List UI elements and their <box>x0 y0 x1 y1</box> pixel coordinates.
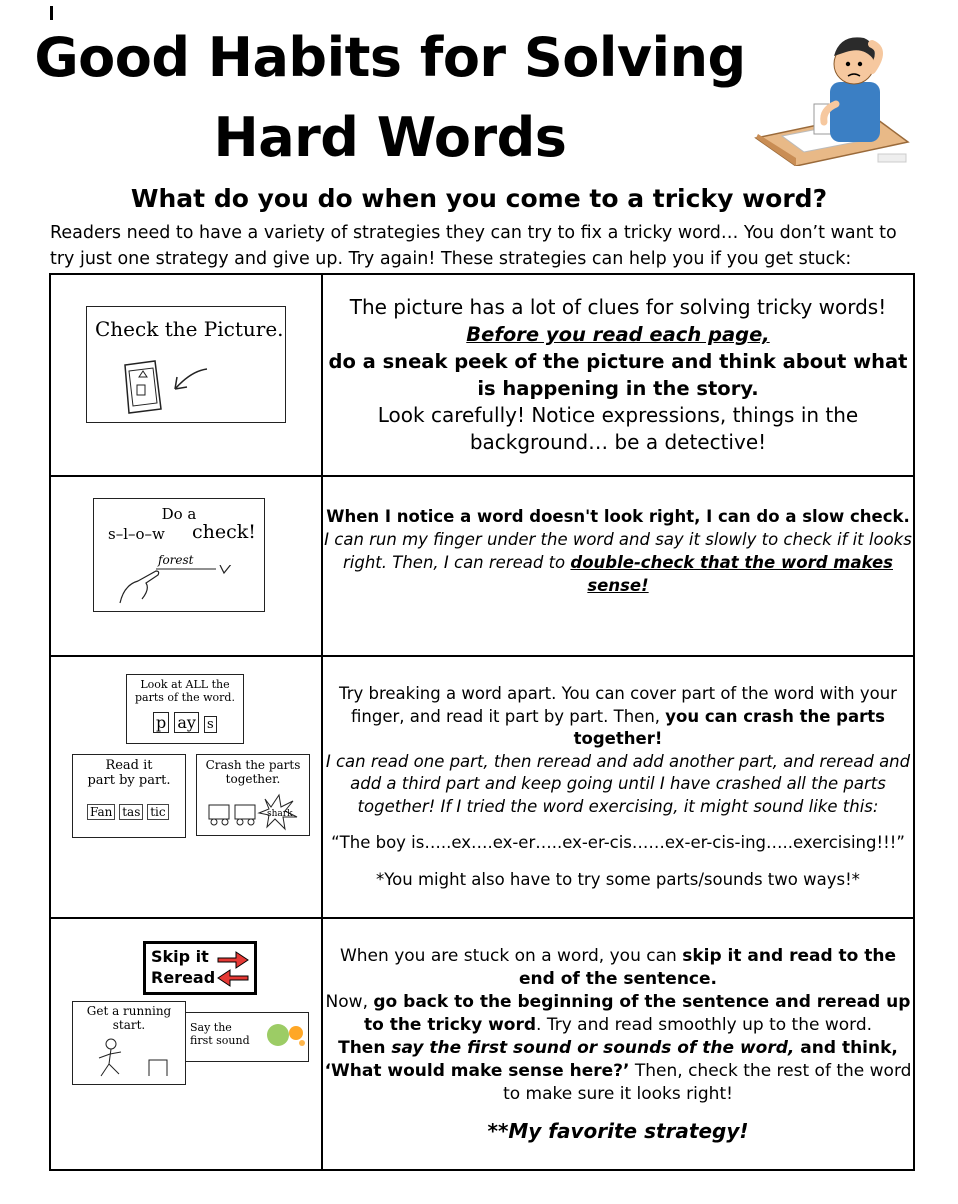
slow-check-italic-text: I can run my finger under the word and say it slowly to check if it looks right. Then, I can reread to <box>324 530 912 572</box>
crash-parts-line2: together. <box>225 772 281 786</box>
favorite-strategy-note: **My favorite strategy! <box>487 1119 749 1143</box>
crash-parts-bold: you can crash the parts together! <box>573 706 885 748</box>
strategy-picture-cell <box>50 918 322 1170</box>
skip-text-2-b: . Try and read smoothly up to the word. <box>536 1015 873 1035</box>
crash-parts-word: shark <box>267 809 293 819</box>
check-picture-underlined <box>323 321 913 348</box>
strategy-row-skip-reread <box>50 918 914 1170</box>
skip-text-3-bold-a: Then <box>338 1038 392 1058</box>
strategy-text-cell <box>322 476 914 656</box>
slow-check-card-line2b: check! <box>192 521 256 543</box>
check-picture-intro: The picture has a lot of clues for solving tricky words! <box>349 295 887 319</box>
word-parts-italic: I can read one part, then reread and add another part, and reread and add a third part and keep going until I have crashed all the parts together! If I tried the word exercising, it might sound like this: <box>325 751 911 816</box>
before-you-read-text: Before you read each page, <box>466 323 770 346</box>
strategy-picture-cell <box>50 476 322 656</box>
page-title-line2: Hard Words <box>213 106 567 169</box>
word-parts-boxes <box>153 713 217 732</box>
strategy-text-cell <box>322 918 914 1170</box>
read-part-line2: part by part. <box>87 773 171 788</box>
skip-text-1-bold: skip it and read to the end of the sentence. <box>519 946 897 989</box>
fantastic-parts <box>87 805 169 819</box>
read-part-by-part-card <box>72 754 186 838</box>
book-with-arrow-icon <box>117 355 217 415</box>
sneak-peek-text: do a sneak peek of the picture and think about what is happening in the story. <box>328 350 908 400</box>
skip-reread-card <box>143 941 257 995</box>
exercising-example: “The boy is…..ex….ex-er…..ex-er-cis……ex-er-cis-ing…..exercising!!!” <box>331 833 905 852</box>
running-stick-figure-icon <box>95 1036 175 1080</box>
intro-paragraph <box>50 220 930 272</box>
crash-parts-line1: Crash the parts <box>205 758 301 772</box>
skip-text-3 <box>323 1037 913 1106</box>
reread-label: Reread <box>151 968 216 987</box>
first-sound-line1: Say the <box>190 1021 232 1034</box>
slow-check-italic <box>323 528 913 597</box>
slow-check-card-line1: Do a <box>161 505 197 523</box>
skip-text-2 <box>323 991 913 1037</box>
fantastic-part-1: Fan <box>87 804 115 820</box>
skip-text-3-bold-b: and think, ‘What would make sense here?’ <box>324 1038 898 1081</box>
skip-text-3-bold-italic: say the first sound or sounds of the word, <box>391 1038 795 1058</box>
slow-check-card <box>93 498 265 612</box>
pointing-finger-icon <box>116 565 236 605</box>
strategy-picture-cell <box>50 274 322 476</box>
slow-check-bold-text: When I notice a word doesn't look right, I can do a slow check. <box>326 507 910 526</box>
running-start-card <box>72 1001 186 1085</box>
crash-parts-card <box>196 754 310 836</box>
strategy-row-check-picture <box>50 274 914 476</box>
look-at-parts-card <box>126 674 244 744</box>
strategies-table <box>49 273 915 1171</box>
skip-text-2-bold: go back to the beginning of the sentence and reread up to the tricky word <box>363 992 911 1035</box>
word-part-p: p <box>153 712 169 733</box>
strategy-row-word-parts <box>50 656 914 918</box>
check-picture-bold <box>323 348 913 402</box>
skip-it-label: Skip it <box>151 947 209 966</box>
first-sound-line2: first sound <box>190 1034 250 1047</box>
running-start-line1: Get a running <box>86 1004 172 1018</box>
running-start-line2: start. <box>112 1018 146 1032</box>
speech-bubbles-icon <box>266 1021 306 1051</box>
word-part-s: s <box>204 716 217 733</box>
check-picture-card-label: Check the Picture. <box>95 317 284 341</box>
text-cursor-mark <box>50 6 53 20</box>
check-picture-card <box>86 306 286 423</box>
worried-boy-illustration <box>752 30 912 166</box>
word-parts-text-a-plain: Try breaking a word apart. You can cover part of the word with your finger, and read it part by part. Then, <box>339 684 897 726</box>
red-arrows-icon <box>216 948 250 988</box>
fantastic-part-3: tic <box>147 804 168 820</box>
strategy-text-cell <box>322 656 914 918</box>
slow-check-bold <box>323 505 913 528</box>
strategy-picture-cell <box>50 656 322 918</box>
double-check-text: double-check that the word makes sense! <box>570 553 893 595</box>
word-parts-text-b <box>323 751 913 819</box>
slow-check-card-line2a: s–l–o–w <box>108 525 165 543</box>
fantastic-part-2: tas <box>119 804 143 820</box>
intro-line1: Readers need to have a variety of strategies they can try to fix a tricky word… You don’t want to <box>50 223 897 243</box>
first-sound-card <box>185 1012 309 1062</box>
two-ways-note: *You might also have to try some parts/sounds two ways!* <box>376 869 860 889</box>
check-picture-detail: Look carefully! Notice expressions, things in the background… be a detective! <box>377 403 859 454</box>
skip-text-1 <box>323 945 913 991</box>
look-at-parts-line2: parts of the word. <box>135 691 235 704</box>
word-part-ay: ay <box>174 712 199 733</box>
strategy-text-cell <box>322 274 914 476</box>
skip-text-3-rest: Then, check the rest of the word to make sure it looks right! <box>503 1061 912 1104</box>
skip-text-2-a: Now, <box>325 992 374 1012</box>
strategy-row-slow-check <box>50 476 914 656</box>
look-at-parts-line1: Look at ALL the <box>140 678 230 691</box>
subtitle-question: What do you do when you come to a tricky word? <box>130 184 828 213</box>
intro-line2: try just one strategy and give up. Try again! These strategies can help you if you get stuck: <box>50 249 852 269</box>
slow-check-card-word: forest <box>158 553 194 567</box>
page-title-line1: Good Habits for Solving <box>34 26 746 89</box>
skip-text-1-plain: When you are stuck on a word, you can <box>339 946 683 966</box>
word-parts-text-a <box>323 683 913 751</box>
read-part-line1: Read it <box>105 758 153 773</box>
